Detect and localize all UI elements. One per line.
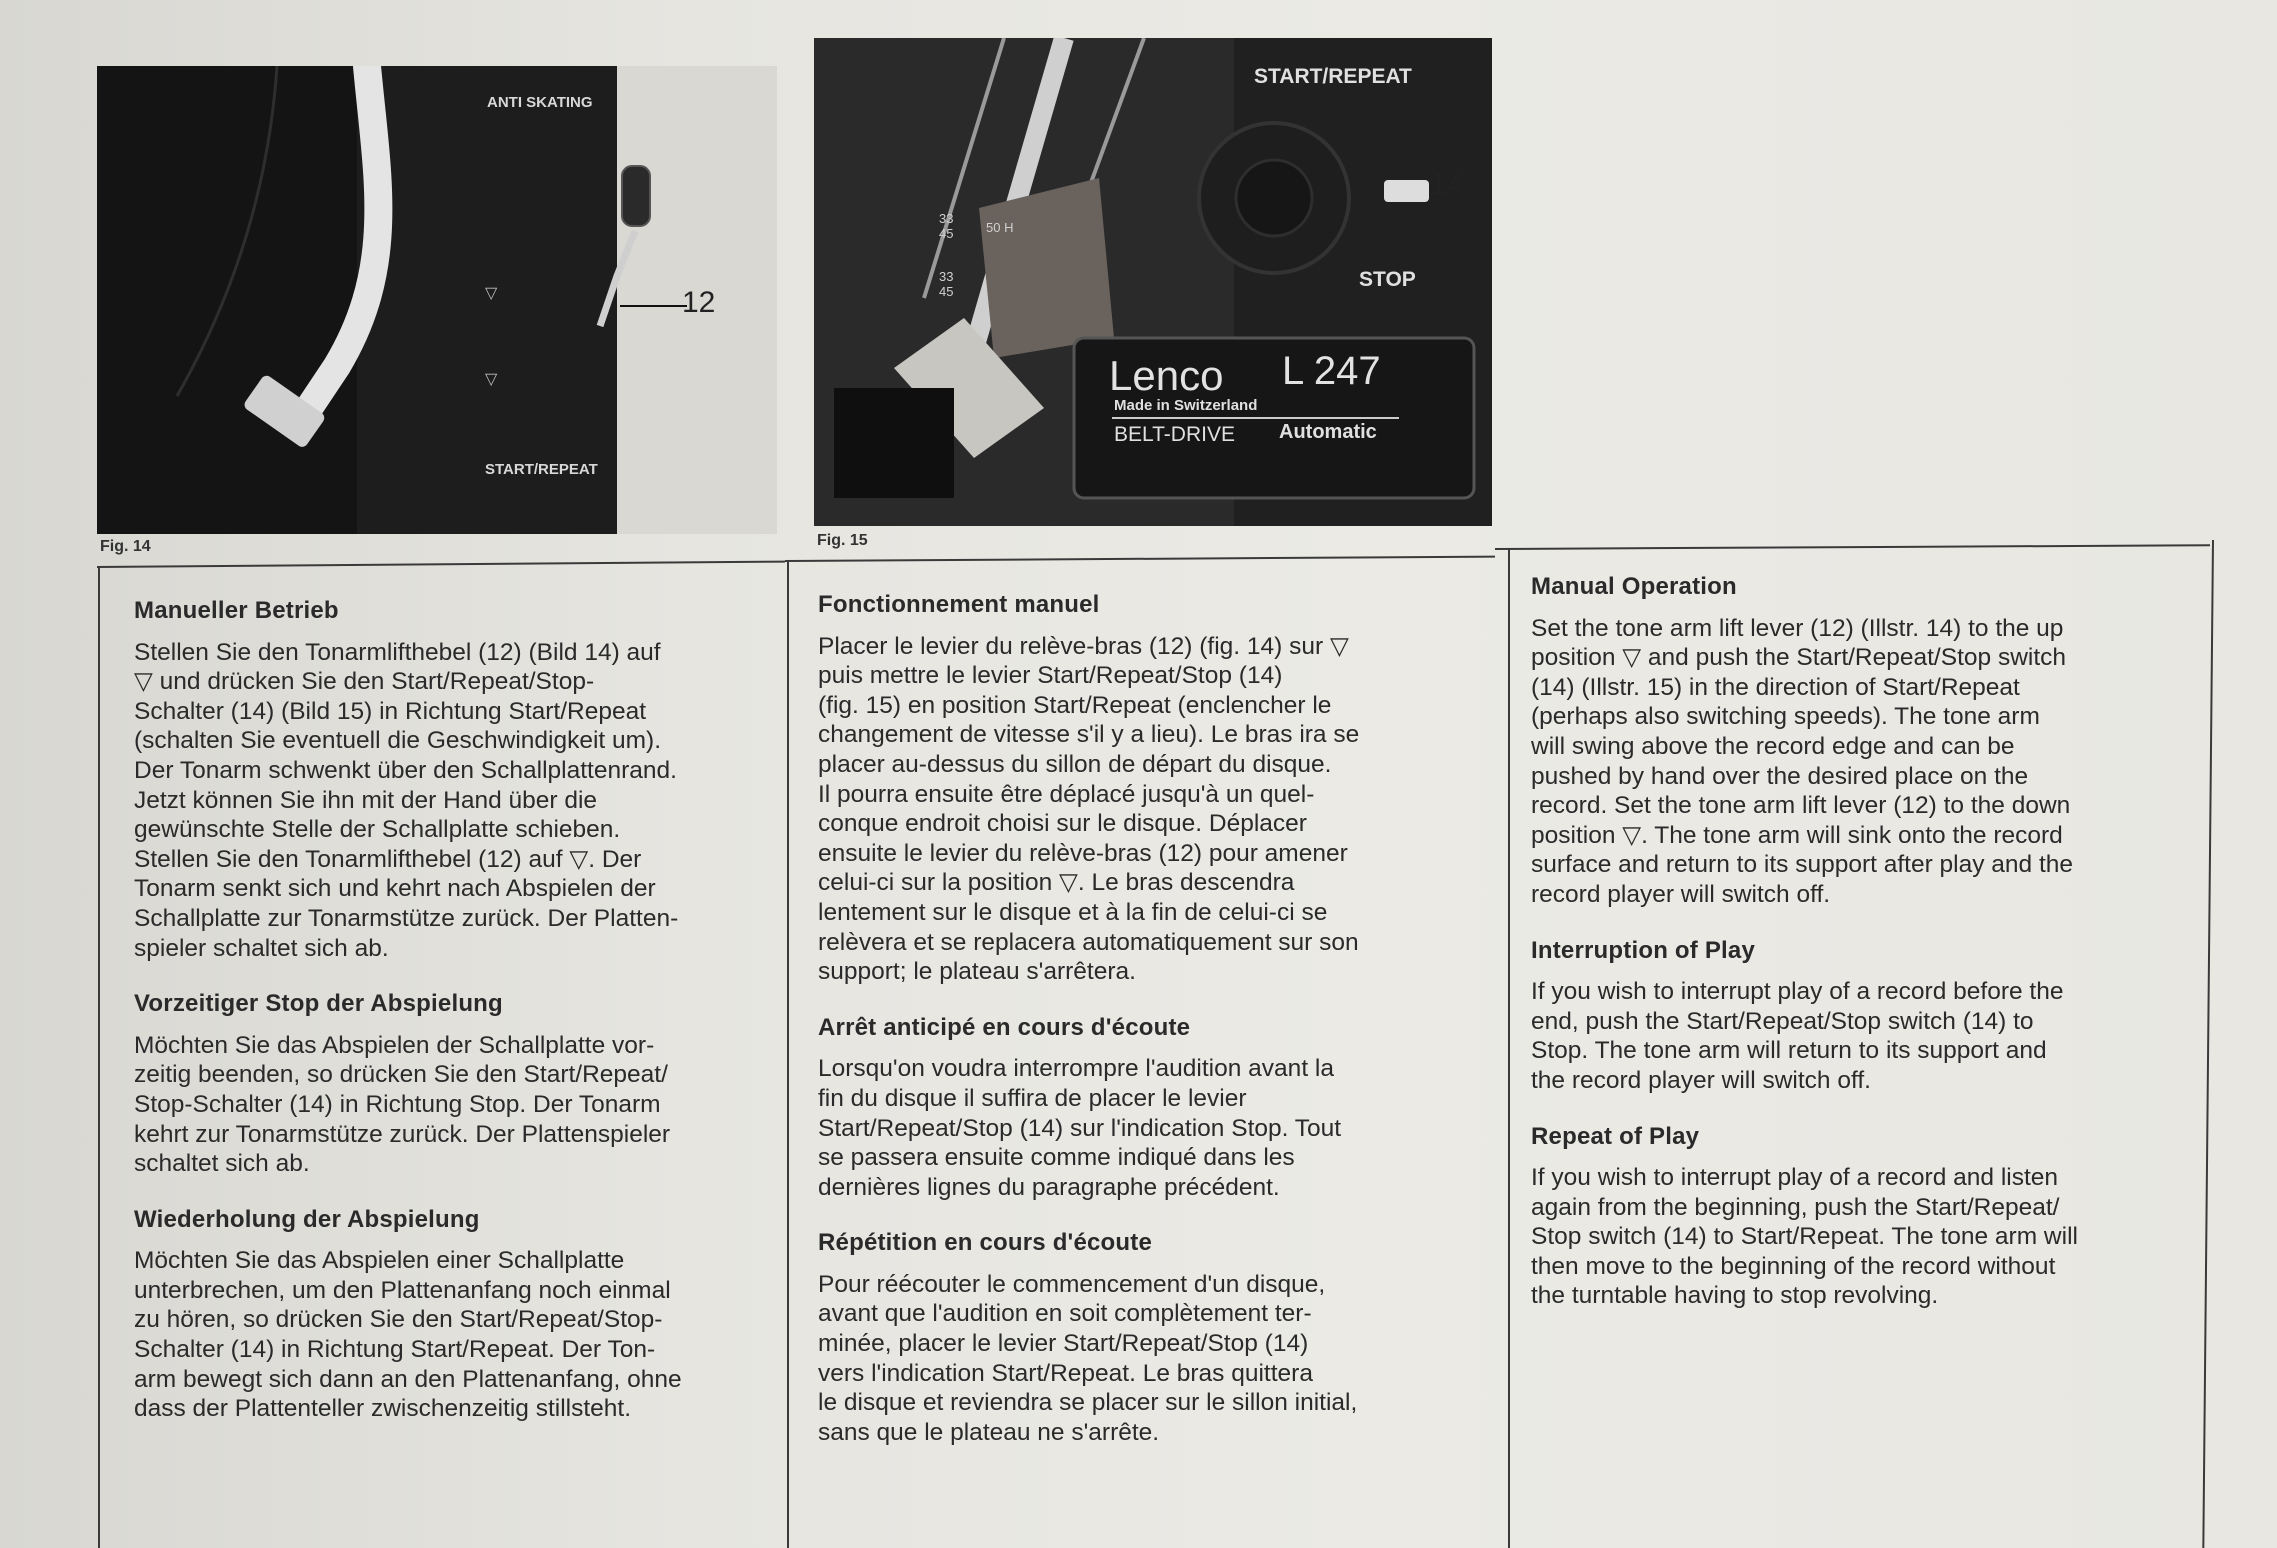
figure-15-photo xyxy=(814,38,1492,526)
section-heading: Manual Operation xyxy=(1531,573,1737,600)
start-repeat-label: START/REPEAT xyxy=(485,461,598,478)
figure-14-illustration xyxy=(97,66,777,534)
section-body: Set the tone arm lift lever (12) (Illstr. 14) to the up position ▽ and push the Start/Repeat/Stop switch (14) (Illstr. 15) in the direction of Start/Repeat (perhaps also switching speeds). The tone arm will swing above the record edge and can be pushed by hand over the desired place on the record. Set the tone arm lift lever (12) to the down position ▽. The tone arm will sink onto the record surface and return to its support after play and the record player will switch off. xyxy=(1531,614,2074,908)
figure-14-callout xyxy=(680,286,750,326)
brand-label: Lenco xyxy=(1109,352,1224,399)
section-body: Pour réécouter le commencement d'un disque, avant que l'audition en soit complètement ter- minée, placer le levier Start/Repeat/Stop (14) vers l'indication Start/Repeat. Le bras quittera le disque et reviendra se placer sur le sillon initial, sans que le plateau ne s'arrête. xyxy=(818,1270,1358,1446)
section-heading: Répétition en cours d'écoute xyxy=(818,1229,1153,1257)
speed-33b-label: 33 xyxy=(939,269,954,284)
german-column xyxy=(134,596,774,1450)
section-body: Placer le levier du relève-bras (12) (fig. 14) sur ▽ puis mettre le levier Start/Repeat/Stop (14) (fig. 15) en position Start/Repeat (enclencher le changement de vitesse s'il y a lieu). Le bras ira se placer au-dessus du sillon de départ du disque. Il pourra ensuite être déplacé jusqu'à un quel- conque endroit choisi sur le disque. Déplacer ensuite le levier du relève-bras (12) pour amener celui-ci sur la position ▽. Le bras descendra lentement sur le disque et à la fin de celui-ci se relèvera et se replacera automatiquement sur son support; le plateau s'arrêtera. xyxy=(818,632,1360,986)
callout-14: 14 xyxy=(1430,168,1464,201)
hz-label: 50 H xyxy=(986,220,1014,235)
section-heading: Manueller Betrieb xyxy=(134,597,339,624)
section-heading: Repeat of Play xyxy=(1531,1122,1700,1150)
anti-skating-label: ANTI SKATING xyxy=(487,94,593,111)
table-top-border-right xyxy=(1495,544,2210,550)
section-body: Lorsqu'on voudra interrompre l'audition avant la fin du disque il suffira de placer le levier Start/Repeat/Stop (14) sur l'indication Stop. Tout se passera ensuite comme indiqué dans les dernières lignes du paragraphe précédent. xyxy=(818,1055,1342,1201)
french-column xyxy=(818,590,1498,1473)
figure-15-caption: Fig. 15 xyxy=(817,532,868,549)
speed-33-label: 33 xyxy=(939,211,954,226)
section-body: Stellen Sie den Tonarmlifthebel (12) (Bild 14) auf ▽ und drücken Sie den Start/Repeat/Stop- Schalter (14) (Bild 15) in Richtung Start/Repeat (schalten Sie eventuell die Geschwindigkeit um). Der Tonarm schwenkt über den Schallplattenrand. Jetzt können Sie ihn mit der Hand über die gewünschte Stelle der Schallplatte schieben. Stellen Sie den Tonarmlifthebel (12) auf ▽. Der Tonarm senkt sich und kehrt nach Abspielen der Schallplatte zur Tonarmstütze zurück. Der Platten- spieler schaltet sich ab. xyxy=(134,638,679,962)
stop-label: STOP xyxy=(1359,268,1416,291)
down-symbol-icon: ▽ xyxy=(485,371,498,388)
section-heading: Interruption of Play xyxy=(1531,936,1756,964)
figure-15-illustration xyxy=(814,38,1492,526)
speed-45-label: 45 xyxy=(939,226,954,241)
table-top-border-mid xyxy=(785,556,1495,562)
section-heading: Fonctionnement manuel xyxy=(818,591,1100,618)
section-body: Möchten Sie das Abspielen der Schallplatte vor- zeitig beenden, so drücken Sie den Start/Repeat/ Stop-Schalter (14) in Richtung Stop. Der Tonarm kehrt zur Tonarmstütze zurück. Der Plattenspieler schaltet sich ab. xyxy=(134,1031,671,1178)
start-repeat-label: START/REPEAT xyxy=(1254,65,1412,88)
figure-15-callout xyxy=(1430,168,1490,208)
section-body: Möchten Sie das Abspielen einer Schallplatte unterbrechen, um den Plattenanfang noch einmal zu hören, so drücken Sie den Start/Repeat/Stop- Schalter (14) in Richtung Start/Repeat. Der Ton- arm bewegt sich dann an den Plattenanfang, ohne dass der Plattenteller zwischenzeitig stillsteht. xyxy=(134,1247,682,1423)
up-symbol-icon: ▽ xyxy=(485,285,498,302)
callout-12: 12 xyxy=(682,286,716,319)
speed-45b-label: 45 xyxy=(939,284,954,299)
section-body: If you wish to interrupt play of a record before the end, push the Start/Repeat/Stop switch (14) to Stop. The tone arm will return to its support and the record player will switch off. xyxy=(1531,978,2064,1094)
figure-14-photo xyxy=(97,66,777,534)
belt-drive-label: BELT-DRIVE xyxy=(1114,423,1235,446)
automatic-label: Automatic xyxy=(1279,421,1377,443)
section-body: If you wish to interrupt play of a record and listen again from the beginning, push the Start/Repeat/ Stop switch (14) to Start/Repeat. The tone arm will then move to the beginning of the record without the turntable having to stop revolving. xyxy=(1531,1164,2078,1310)
column-divider-1 xyxy=(787,560,789,1548)
section-heading: Vorzeitiger Stop der Abspielung xyxy=(134,990,503,1018)
section-heading: Arrêt anticipé en cours d'écoute xyxy=(818,1013,1191,1041)
table-left-border xyxy=(98,566,100,1548)
column-divider-2 xyxy=(1508,548,1510,1548)
figure-14-caption: Fig. 14 xyxy=(100,538,151,555)
section-heading: Wiederholung der Abspielung xyxy=(134,1205,480,1233)
made-in-label: Made in Switzerland xyxy=(1114,397,1258,414)
table-top-border xyxy=(97,561,785,568)
english-column xyxy=(1531,572,2211,1337)
model-label: L 247 xyxy=(1282,349,1381,393)
